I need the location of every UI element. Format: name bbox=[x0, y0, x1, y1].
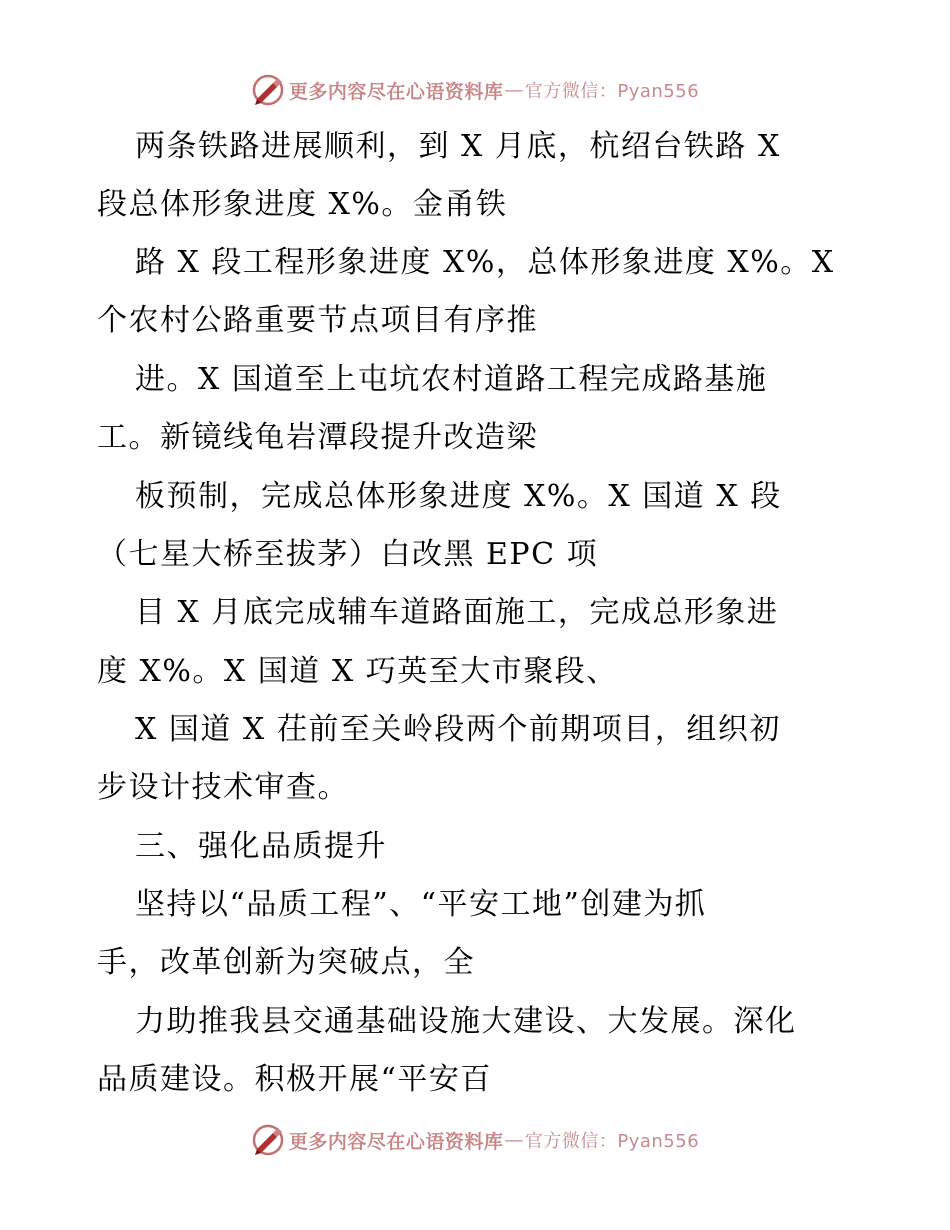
text-line-7: 板预制，完成总体形象进度 X%。X 国道 X 段 bbox=[135, 479, 782, 514]
footer-watermark bbox=[0, 1120, 950, 1160]
text-line-2: 段总体形象进度 X%。金甬铁 bbox=[97, 187, 508, 222]
text-line-1: 两条铁路进展顺利，到 X 月底，杭绍台铁路 X bbox=[135, 129, 781, 164]
text-line-4: 个农村公路重要节点项目有序推 bbox=[97, 303, 538, 338]
watermark-dash: — bbox=[504, 1129, 524, 1151]
section-heading: 三、强化品质提升 bbox=[135, 829, 387, 864]
text-line-11: X 国道 X 茌前至关岭段两个前期项目，组织初 bbox=[135, 712, 781, 747]
text-line-16: 力助推我县交通基础设施大建设、大发展。深化 bbox=[135, 1004, 797, 1039]
text-line-12: 步设计技术审查。 bbox=[97, 770, 349, 805]
watermark-dash: — bbox=[504, 79, 524, 101]
pen-logo-icon bbox=[251, 73, 285, 107]
text-line-17: 品质建设。积极开展“平安百 bbox=[97, 1062, 492, 1097]
header-watermark bbox=[0, 70, 950, 110]
text-line-15: 手，改革创新为突破点，全 bbox=[97, 945, 475, 980]
text-line-6: 工。新镜线龟岩潭段提升改造梁 bbox=[97, 420, 538, 455]
text-line-10: 度 X%。X 国道 X 巧英至大市聚段、 bbox=[97, 654, 618, 689]
text-line-9: 目 X 月底完成辅车道路面施工，完成总形象进 bbox=[135, 595, 779, 630]
watermark-sub-text: 官方微信：Pyan556 bbox=[524, 81, 700, 102]
text-line-3: 路 X 段工程形象进度 X%，总体形象进度 X%。X bbox=[135, 245, 835, 280]
text-line-8: （七星大桥至拔茅）白改黑 EPC 项 bbox=[97, 537, 599, 572]
watermark-main-text: 更多内容尽在心语资料库 bbox=[288, 1130, 504, 1153]
text-line-14: 坚持以“品质工程”、“平安工地”创建为抓 bbox=[135, 887, 707, 922]
text-line-5: 进。X 国道至上屯坑农村道路工程完成路基施 bbox=[135, 362, 768, 397]
watermark-sub-text: 官方微信：Pyan556 bbox=[524, 1131, 700, 1152]
watermark-main-text: 更多内容尽在心语资料库 bbox=[288, 80, 504, 103]
pen-logo-icon bbox=[251, 1123, 285, 1157]
